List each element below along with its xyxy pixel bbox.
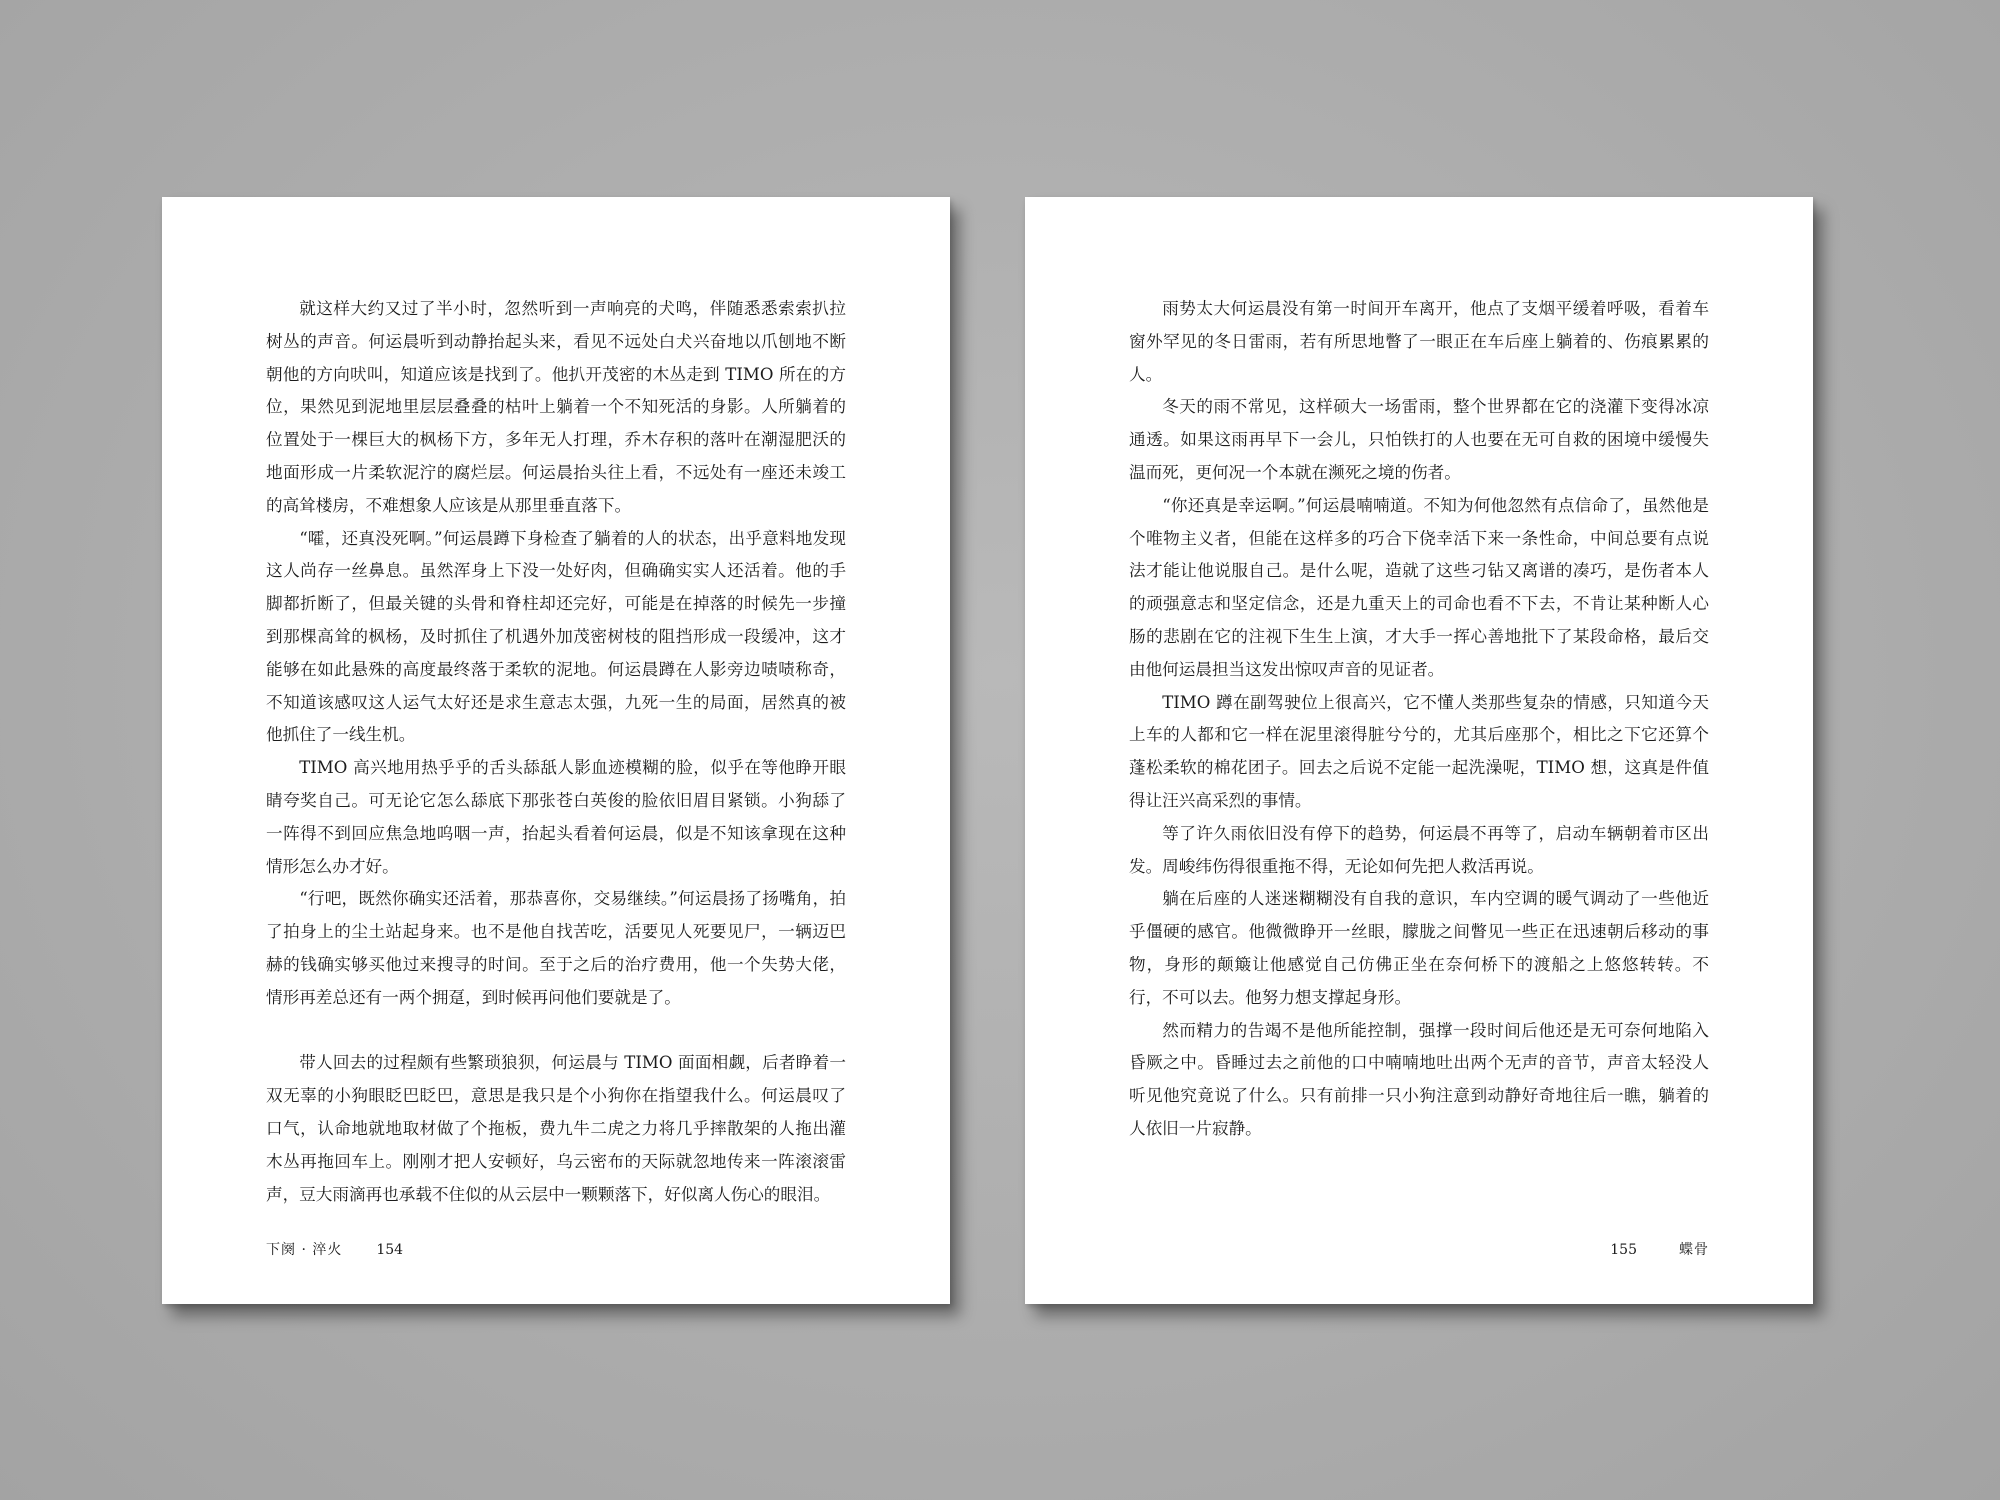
left-page-text	[266, 293, 846, 1211]
paragraph: 冬天的雨不常见，这样硕大一场雷雨，整个世界都在它的浇灌下变得冰凉通透。如果这雨再早下一会儿，只怕铁打的人也要在无可自救的困境中缓慢失温而死，更何况一个本就在濒死之境的伤者。	[1129, 397, 1709, 482]
left-page	[162, 197, 950, 1304]
page-footer	[1610, 1239, 1709, 1259]
paragraph: 就这样大约又过了半小时，忽然听到一声响亮的犬鸣，伴随悉悉索索扒拉树丛的声音。何运晨听到动静抬起头来，看见不远处白犬兴奋地以爪刨地不断朝他的方向吠叫，知道应该是找到了。他扒开茂密的木丛走到 TIMO 所在的方位，果然见到泥地里层层叠叠的枯叶上躺着一个不知死活的身影。人所躺着的位置处于一棵巨大的枫杨下方，多年无人打理，乔木存积的落叶在潮湿肥沃的地面形成一片柔软泥泞的腐烂层。何运晨抬头往上看，不远处有一座还未竣工的高耸楼房，不难想象人应该是从那里垂直落下。	[266, 299, 846, 515]
page-footer	[266, 1239, 403, 1259]
paragraph: TIMO 蹲在副驾驶位上很高兴，它不懂人类那些复杂的情感，只知道今天上车的人都和它一样在泥里滚得脏兮兮的，尤其后座那个，相比之下它还算个蓬松柔软的棉花团子。回去之后说不定能一起洗澡呢，TIMO 想，这真是件值得让汪兴高采烈的事情。	[1129, 692, 1709, 810]
paragraph: 等了许久雨依旧没有停下的趋势，何运晨不再等了，启动车辆朝着市区出发。周峻纬伤得很重拖不得，无论如何先把人救活再说。	[1129, 823, 1709, 876]
running-title: 蝶骨	[1679, 1242, 1709, 1258]
paragraph: 带人回去的过程颇有些繁琐狼狈，何运晨与 TIMO 面面相觑，后者睁着一双无辜的小狗眼眨巴眨巴，意思是我只是个小狗你在指望我什么。何运晨叹了口气，认命地就地取材做了个拖板，费九牛二虎之力将几乎摔散架的人拖出灌木丛再拖回车上。刚刚才把人安顿好，乌云密布的天际就忽地传来一阵滚滚雷声，豆大雨滴再也承载不住似的从云层中一颗颗落下，好似离人伤心的眼泪。	[266, 1053, 846, 1204]
page-number: 154	[376, 1242, 404, 1258]
paragraph: TIMO 高兴地用热乎乎的舌头舔舐人影血迹模糊的脸，似乎在等他睁开眼睛夸奖自己。可无论它怎么舔底下那张苍白英俊的脸依旧眉目紧锁。小狗舔了一阵得不到回应焦急地呜咽一声，抬起头看着何运晨，似是不知该拿现在这种情形怎么办才好。	[266, 758, 846, 876]
paragraph: “嚯，还真没死啊。”何运晨蹲下身检查了躺着的人的状态，出乎意料地发现这人尚存一丝鼻息。虽然浑身上下没一处好肉，但确确实实人还活着。他的手脚都折断了，但最关键的头骨和脊柱却还完好，可能是在掉落的时候先一步撞到那棵高耸的枫杨，及时抓住了机遇外加茂密树枝的阻挡形成一段缓冲，这才能够在如此悬殊的高度最终落于柔软的泥地。何运晨蹲在人影旁边啧啧称奇，不知道该感叹这人运气太好还是求生意志太强，九死一生的局面，居然真的被他抓住了一线生机。	[266, 528, 846, 745]
paragraph: “你还真是幸运啊。”何运晨喃喃道。不知为何他忽然有点信命了，虽然他是个唯物主义者，但能在这样多的巧合下侥幸活下来一条性命，中间总要有点说法才能让他说服自己。是什么呢，造就了这些刁钻又离谱的凑巧，是伤者本人的顽强意志和坚定信念，还是九重天上的司命也看不下去，不肯让某种断人心肠的悲剧在它的注视下生生上演，才大手一挥心善地批下了某段命格，最后交由他何运晨担当这发出惊叹声音的见证者。	[1129, 495, 1709, 679]
right-page-text	[1129, 293, 1709, 1146]
paragraph: 雨势太大何运晨没有第一时间开车离开，他点了支烟平缓着呼吸，看着车窗外罕见的冬日雷雨，若有所思地瞥了一眼正在车后座上躺着的、伤痕累累的人。	[1129, 299, 1709, 384]
right-page	[1025, 197, 1813, 1304]
page-number: 155	[1610, 1242, 1637, 1258]
running-title: 下阕 · 淬火	[266, 1242, 343, 1258]
paragraph: “行吧，既然你确实还活着，那恭喜你，交易继续。”何运晨扬了扬嘴角，拍了拍身上的尘土站起身来。也不是他自找苦吃，活要见人死要见尸，一辆迈巴赫的钱确实够买他过来搜寻的时间。至于之后的治疗费用，他一个失势大佬，情形再差总还有一两个拥趸，到时候再问他们要就是了。	[266, 889, 846, 1007]
paragraph: 然而精力的告竭不是他所能控制，强撑一段时间后他还是无可奈何地陷入昏厥之中。昏睡过去之前他的口中喃喃地吐出两个无声的音节，声音太轻没人听见他究竟说了什么。只有前排一只小狗注意到动静好奇地往后一瞧，躺着的人依旧一片寂静。	[1129, 1020, 1709, 1138]
paragraph: 躺在后座的人迷迷糊糊没有自我的意识，车内空调的暖气调动了一些他近乎僵硬的感官。他微微睁开一丝眼，朦胧之间瞥见一些正在迅速朝后移动的事物，身形的颠簸让他感觉自己仿佛正坐在奈何桥下的渡船之上悠悠转转。不行，不可以去。他努力想支撑起身形。	[1129, 889, 1709, 1007]
